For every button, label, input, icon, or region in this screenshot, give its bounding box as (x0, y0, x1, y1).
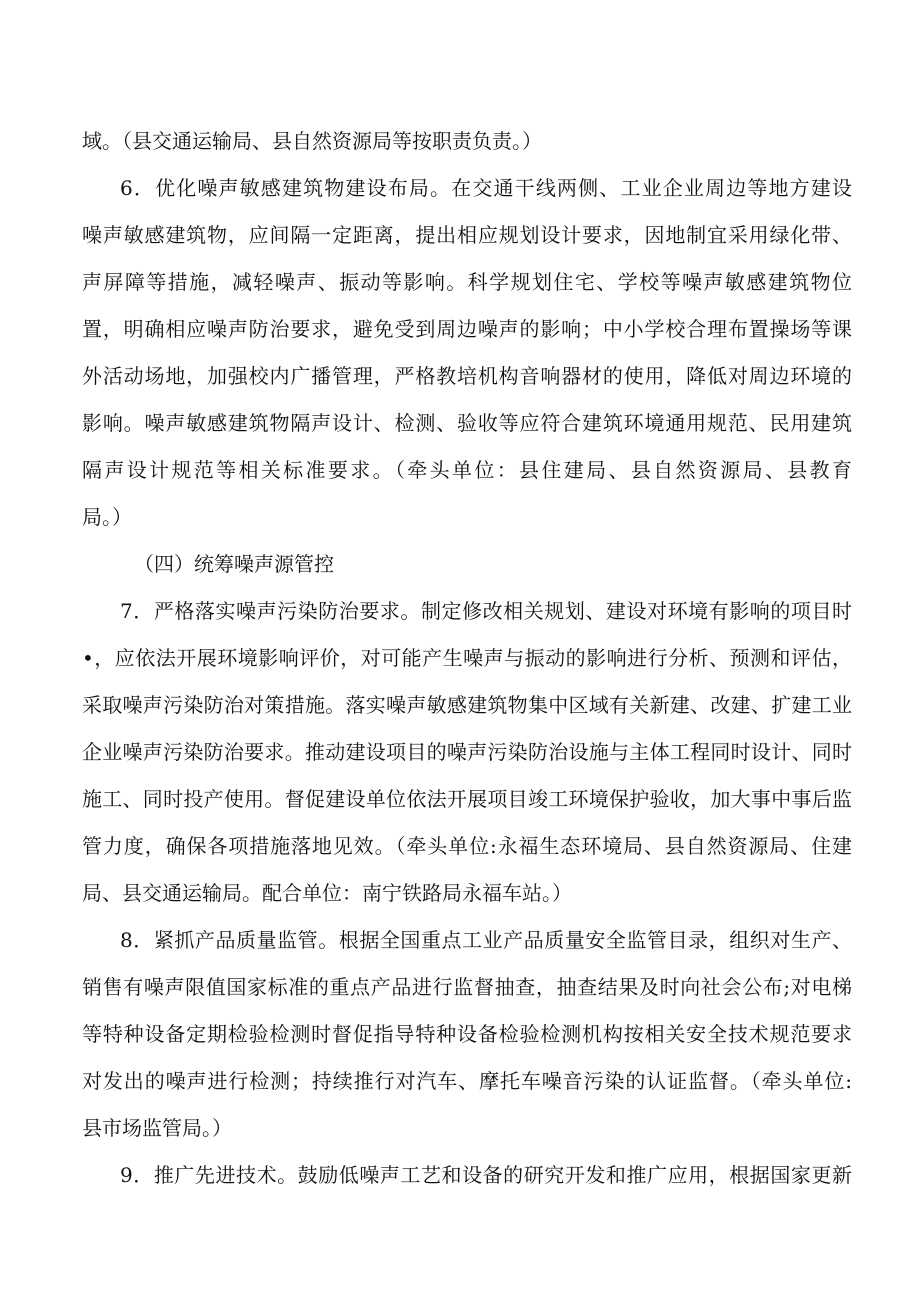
paragraph-7-first-line: 7．严格落实噪声污染防治要求。制定修改相关规划、建设对环境有影响的项目时 (120, 599, 852, 623)
text-line: 管力度，确保各项措施落地见效。（牵头单位:永福生态环境局、县自然资源局、住建 (82, 834, 852, 858)
text-line: 声屏障等措施，减轻噪声、振动等影响。科学规划住宅、学校等噪声敏感建筑物位 (82, 270, 852, 294)
text-line: 采取噪声污染防治对策措施。落实噪声敏感建筑物集中区域有关新建、改建、扩建工业 (82, 693, 852, 717)
text-line: 置，明确相应噪声防治要求，避免受到周边噪声的影响；中小学校合理布置操场等课 (82, 317, 852, 341)
text-line: 县市场监管局。） (82, 1116, 232, 1140)
text-line: 外活动场地，加强校内广播管理，严格教培机构音响器材的使用，降低对周边环境的 (82, 364, 852, 388)
text-line: 隔声设计规范等相关标准要求。（牵头单位：县住建局、县自然资源局、县教育 (82, 458, 852, 482)
text-line: 局。） (82, 505, 132, 529)
text-line: 等特种设备定期检验检测时督促指导特种设备检验检测机构按相关安全技术规范要求 (82, 1022, 852, 1046)
text-line: •，应依法开展环境影响评价，对可能产生噪声与振动的影响进行分析、预测和评估， (82, 646, 852, 670)
paragraph-9-first-line: 9．推广先进技术。鼓励低噪声工艺和设备的研究开发和推广应用，根据国家更新 (120, 1163, 852, 1187)
text-line: 影响。噪声敏感建筑物隔声设计、检测、验收等应符合建筑环境通用规范、民用建筑 (82, 411, 852, 435)
section-heading: （四）统筹噪声源管控 (134, 552, 334, 576)
text-line: 局、县交通运输局。配合单位：南宁铁路局永福车站。） (82, 881, 572, 905)
paragraph-8-first-line: 8．紧抓产品质量监管。根据全国重点工业产品质量安全监管目录，组织对生产、 (120, 928, 852, 952)
text-line: 销售有噪声限值国家标准的重点产品进行监督抽查，抽查结果及时向社会公布;对电梯 (82, 975, 852, 999)
text-line: 企业噪声污染防治要求。推动建设项目的噪声污染防治设施与主体工程同时设计、同时 (82, 740, 852, 764)
text-line: 域。（县交通运输局、县自然资源局等按职责负责。） (82, 129, 542, 153)
text-line: 噪声敏感建筑物，应间隔一定距离，提出相应规划设计要求，因地制宜采用绿化带、 (82, 223, 852, 247)
paragraph-6-first-line: 6．优化噪声敏感建筑物建设布局。在交通干线两侧、工业企业周边等地方建设 (120, 176, 852, 200)
text-line: 施工、同时投产使用。督促建设单位依法开展项目竣工环境保护验收，加大事中事后监 (82, 787, 852, 811)
text-line: 对发出的噪声进行检测；持续推行对汽车、摩托车噪音污染的认证监督。（牵头单位: (82, 1069, 852, 1093)
